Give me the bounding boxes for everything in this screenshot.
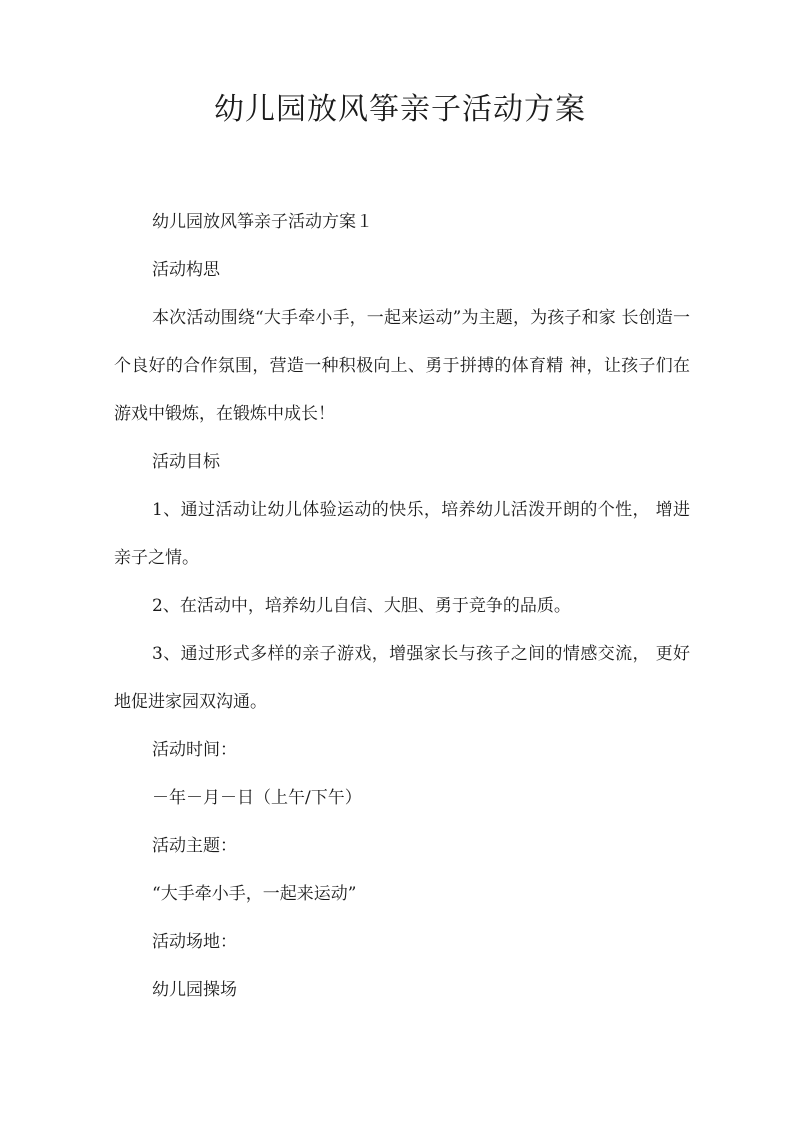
value-activity-venue: 幼儿园操场	[152, 980, 237, 1000]
goal-item-3: 3、通过形式多样的亲子游戏，增强家长与孩子之间的情感交流， 更好地促进家园双沟通。	[114, 644, 690, 712]
paragraph-concept: 本次活动围绕“大手牵小手，一起来运动”为主题，为孩子和家 长创造一个良好的合作氛围，营造一种积极向上、勇于拼搏的体育精 神，让孩子们在游戏中锻炼，在锻炼中成长！	[114, 308, 690, 424]
subheading-activity-concept: 活动构思	[152, 260, 220, 280]
label-activity-venue: 活动场地：	[152, 932, 237, 952]
section-heading: 幼儿园放风筝亲子活动方案１	[152, 212, 373, 232]
value-activity-time: －年－月－日（上午/下午）	[152, 788, 362, 808]
value-activity-theme: “大手牵小手，一起来运动”	[152, 884, 357, 904]
label-activity-theme: 活动主题：	[152, 836, 237, 856]
goal-item-2: 2、在活动中，培养幼儿自信、大胆、勇于竞争的品质。	[152, 596, 571, 616]
document-title: 幼儿园放风筝亲子活动方案	[214, 92, 586, 127]
subheading-activity-goals: 活动目标	[152, 452, 220, 472]
document-body	[114, 198, 690, 1014]
label-activity-time: 活动时间：	[152, 740, 237, 760]
goal-item-1: 1、通过活动让幼儿体验运动的快乐，培养幼儿活泼开朗的个性， 增进亲子之情。	[114, 500, 690, 568]
